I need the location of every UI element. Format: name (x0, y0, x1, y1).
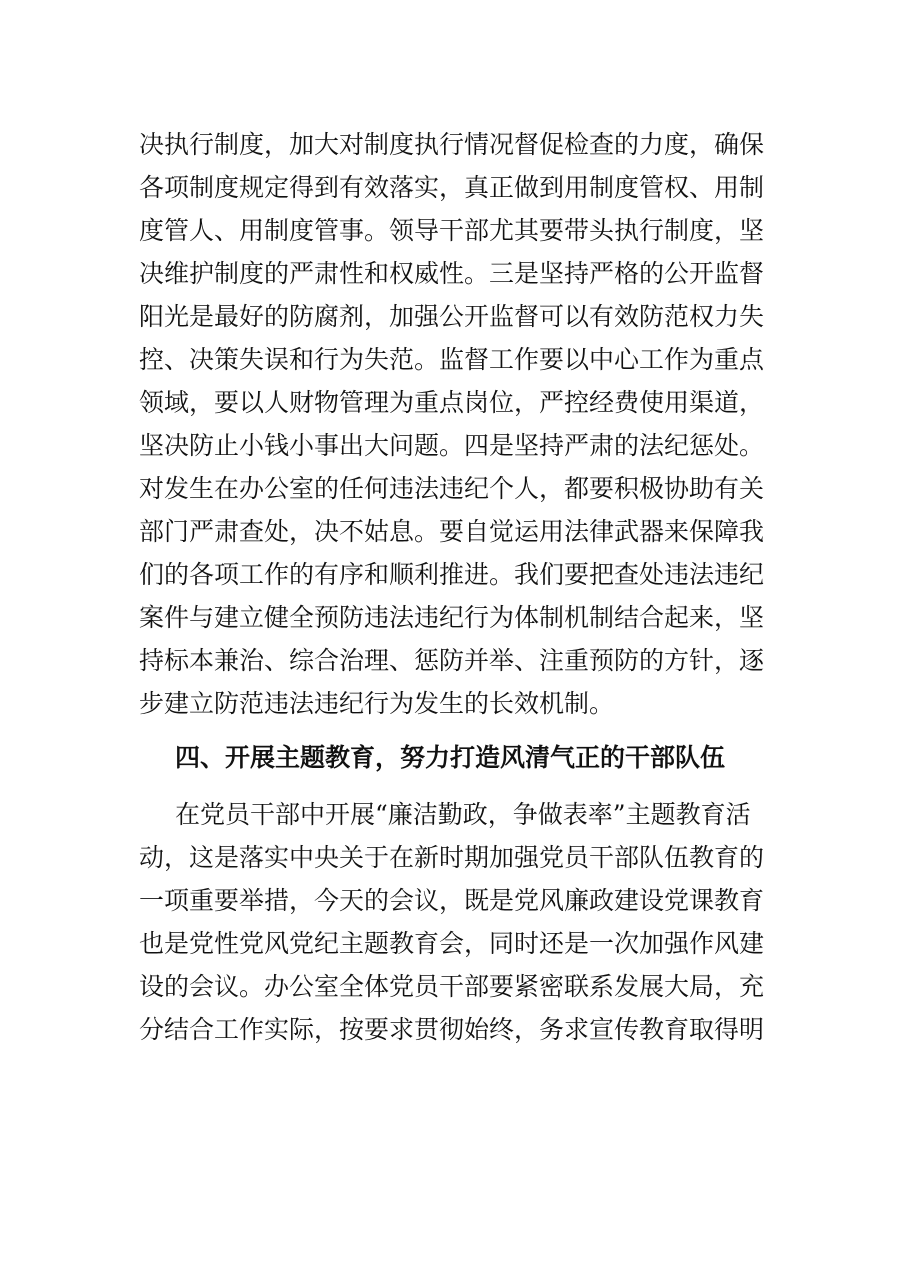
paragraph-line: 步建立防范违法违纪行为发生的长效机制。 (139, 689, 615, 718)
paragraph-line: 领域，要以人财物管理为重点岗位，严控经费使用渠道， (139, 388, 765, 417)
paragraph-line: 控、决策失误和行为失范。监督工作要以中心工作为重点 (139, 345, 765, 374)
paragraph-line: 们的各项工作的有序和顺利推进。我们要把查处违法违纪 (139, 560, 765, 589)
section-heading: 四、开展主题教育，努力打造风清气正的干部队伍 (175, 743, 726, 772)
paragraph-line: 持标本兼治、综合治理、惩防并举、注重预防的方针，逐 (139, 646, 765, 675)
paragraph-line: 对发生在办公室的任何违法违纪个人，都要积极协助有关 (139, 474, 765, 503)
paragraph-line: 坚决防止小钱小事出大问题。四是坚持严肃的法纪惩处。 (139, 431, 765, 460)
paragraph-line: 也是党性党风党纪主题教育会，同时还是一次加强作风建 (139, 929, 765, 958)
paragraph-line: 在党员干部中开展“廉洁勤政，争做表率”主题教育活 (175, 800, 751, 829)
paragraph-line: 部门严肃查处，决不姑息。要自觉运用法律武器来保障我 (139, 517, 765, 546)
paragraph-line: 案件与建立健全预防违法违纪行为体制机制结合起来，坚 (139, 603, 765, 632)
paragraph-line: 设的会议。办公室全体党员干部要紧密联系发展大局，充 (139, 972, 765, 1001)
paragraph-line: 动，这是落实中央关于在新时期加强党员干部队伍教育的 (139, 843, 765, 872)
paragraph-line: 决维护制度的严肃性和权威性。三是坚持严格的公开监督 (139, 259, 765, 288)
paragraph-line: 度管人、用制度管事。领导干部尤其要带头执行制度，坚 (139, 216, 765, 245)
paragraph-line: 决执行制度，加大对制度执行情况督促检查的力度，确保 (139, 130, 765, 159)
paragraph-line: 一项重要举措，今天的会议，既是党风廉政建设党课教育 (139, 886, 765, 915)
paragraph-line: 阳光是最好的防腐剂，加强公开监督可以有效防范权力失 (139, 302, 765, 331)
paragraph-line: 各项制度规定得到有效落实，真正做到用制度管权、用制 (139, 173, 765, 202)
paragraph-line: 分结合工作实际，按要求贯彻始终，务求宣传教育取得明 (139, 1015, 765, 1044)
